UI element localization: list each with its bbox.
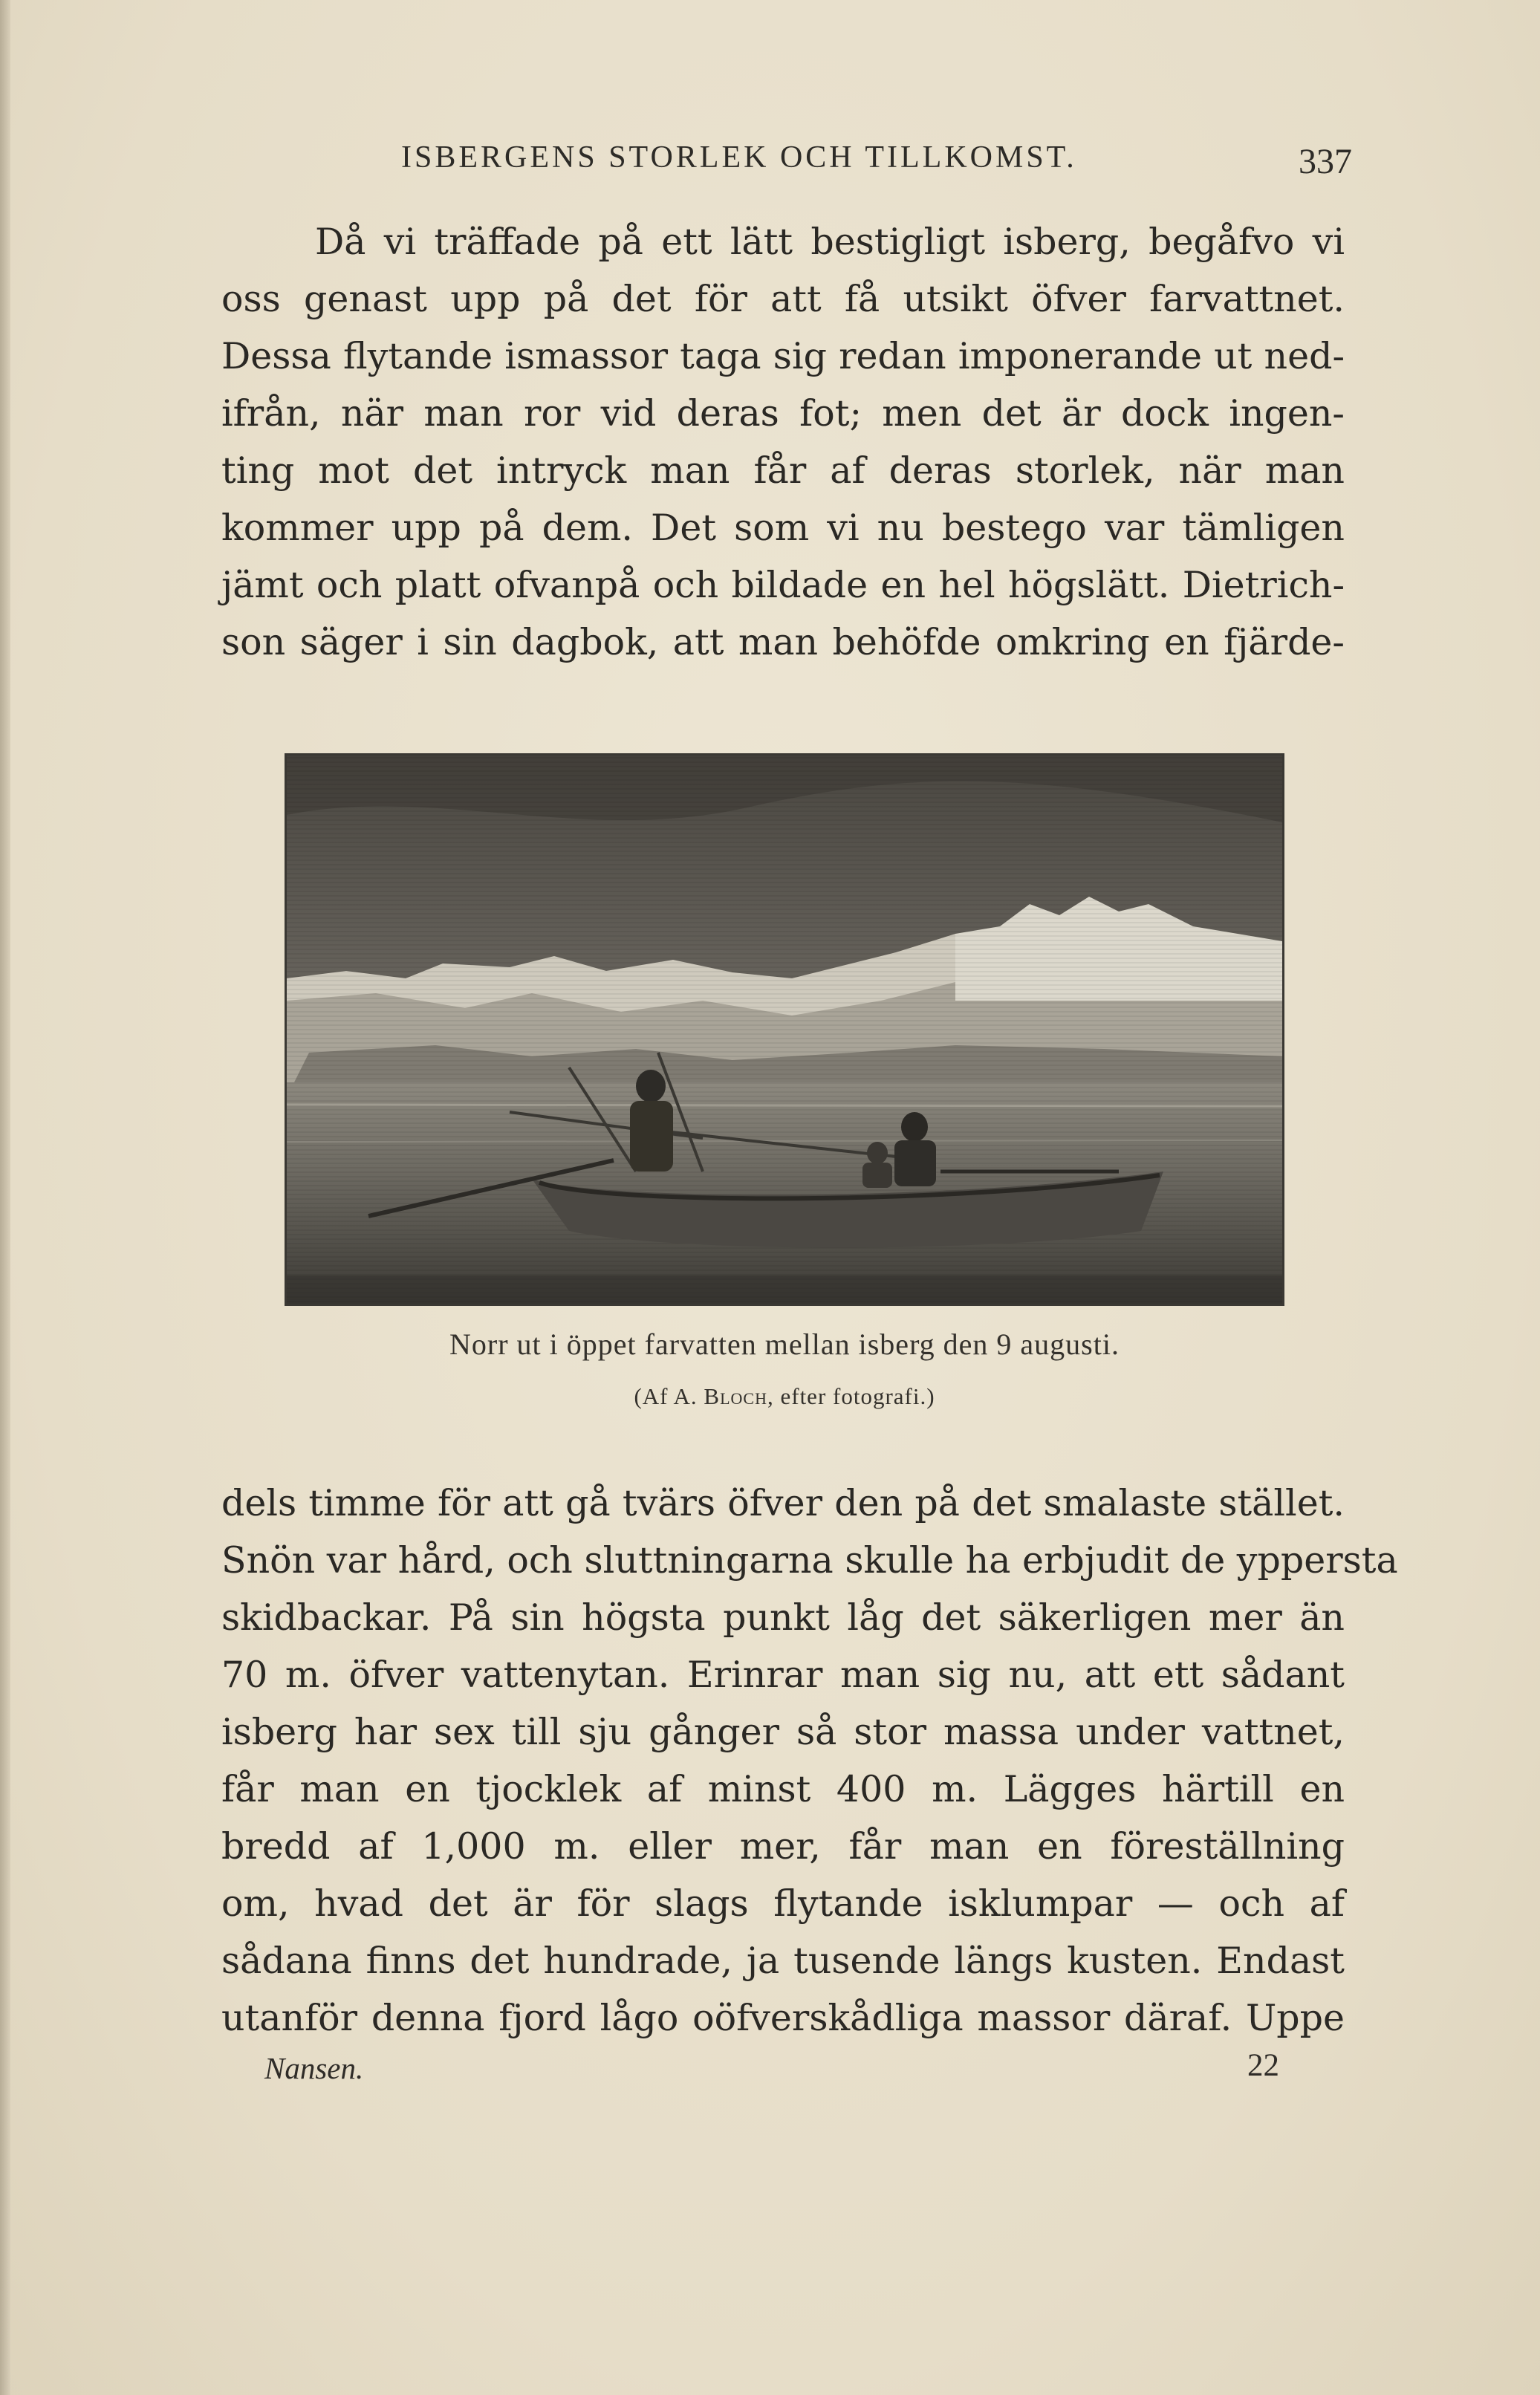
bottom-paragraph bbox=[221, 1475, 1398, 2047]
text-line: Dessa flytande ismassor taga sig redan imponerande ut ned- bbox=[221, 335, 1345, 377]
text-line: ting mot det intryck man får af deras storlek, när man bbox=[221, 449, 1345, 492]
page-number: 337 bbox=[1299, 142, 1352, 181]
text-line: om, hvad det är för slags flytande isklumpar — och af bbox=[221, 1882, 1345, 1925]
text-line: skidbackar. På sin högsta punkt låg det säkerligen mer än bbox=[221, 1596, 1345, 1639]
credit-prefix: (Af A. bbox=[634, 1383, 704, 1409]
figure-credit bbox=[285, 1383, 1284, 1410]
top-paragraph bbox=[221, 213, 1345, 671]
text-line: får man en tjocklek af minst 400 m. Lägges härtill en bbox=[221, 1768, 1345, 1810]
iceberg-boat-picture bbox=[287, 755, 1282, 1304]
text-line: 70 m. öfver vattenytan. Erinrar man sig nu, att ett sådant bbox=[221, 1654, 1345, 1696]
text-line: kommer upp på dem. Det som vi nu bestego var tämligen bbox=[221, 507, 1345, 549]
engraving-illustration bbox=[285, 753, 1284, 1306]
text-line: dels timme för att gå tvärs öfver den på det smalaste stället. bbox=[221, 1482, 1345, 1524]
running-title: ISBERGENS STORLEK OCH TILLKOMST. bbox=[401, 140, 1077, 175]
text-line: jämt och platt ofvanpå och bildade en hel högslätt. Dietrich- bbox=[221, 564, 1345, 606]
text-line: son säger i sin dagbok, att man behöfde omkring en fjärde- bbox=[221, 621, 1345, 663]
footer-author: Nansen. bbox=[264, 2051, 364, 2085]
figure-caption: Norr ut i öppet farvatten mellan isberg den 9 augusti. bbox=[449, 1328, 1120, 1361]
text-line: bredd af 1,000 m. eller mer, får man en föreställning bbox=[221, 1825, 1345, 1868]
credit-name: Bloch bbox=[704, 1383, 767, 1409]
text-line: ifrån, när man ror vid deras fot; men det är dock ingen- bbox=[221, 392, 1345, 435]
text-line: utanför denna fjord lågo oöfverskådliga massor däraf. Uppe bbox=[221, 1997, 1345, 2039]
credit-suffix: , efter fotografi.) bbox=[767, 1383, 935, 1409]
signature-mark: 22 bbox=[1247, 2048, 1279, 2083]
text-line: Snön var hård, och sluttningarna skulle ha erbjudit de yppersta bbox=[221, 1539, 1398, 1582]
page-spine-shadow bbox=[0, 0, 10, 2395]
text-line: oss genast upp på det för att få utsikt öfver farvattnet. bbox=[221, 278, 1345, 320]
text-line: Då vi träffade på ett lätt bestigligt isberg, begåfvo vi bbox=[315, 221, 1345, 263]
text-line: sådana finns det hundrade, ja tusende längs kusten. Endast bbox=[221, 1940, 1345, 1982]
running-head bbox=[223, 140, 1352, 184]
text-line: isberg har sex till sju gånger så stor massa under vattnet, bbox=[221, 1711, 1345, 1753]
